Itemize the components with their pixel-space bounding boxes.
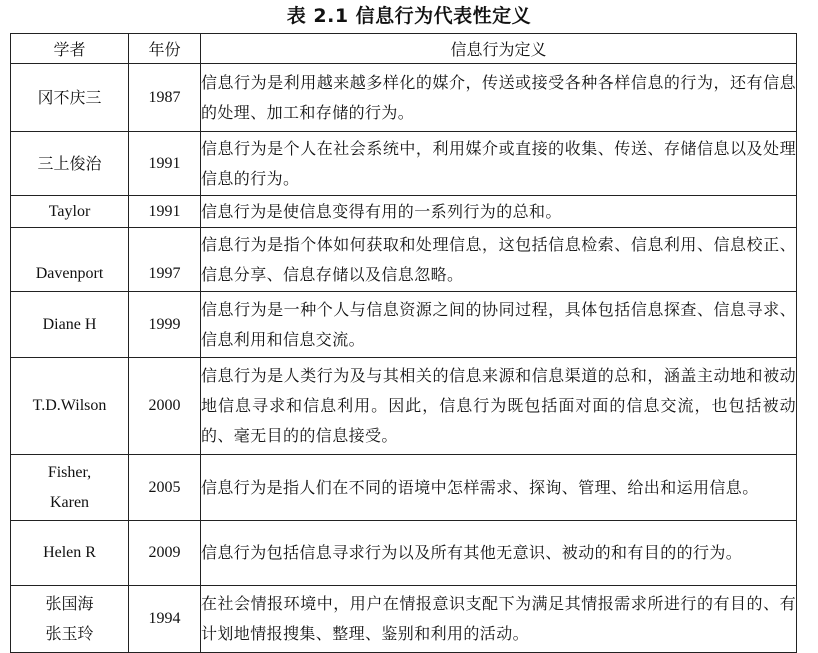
header-definition: 信息行为定义 — [201, 34, 797, 64]
table-row — [11, 586, 797, 653]
table-caption: 表 2.1 信息行为代表性定义 — [286, 5, 532, 27]
scholar-cell: Diane H — [11, 292, 129, 358]
definition-cell: 信息行为是使信息变得有用的一系列行为的总和。 — [201, 196, 797, 228]
year-cell: 1991 — [129, 196, 201, 228]
year-cell: 2009 — [129, 521, 201, 586]
scholar-name-line: 张国海 — [45, 594, 94, 613]
table-row — [11, 196, 797, 228]
table-row — [11, 358, 797, 455]
header-scholar: 学者 — [11, 34, 129, 64]
scholar-cell: 冈不庆三 — [11, 64, 129, 132]
year-cell: 1999 — [129, 292, 201, 358]
table-row — [11, 64, 797, 132]
scholar-name-line: Fisher, — [47, 463, 92, 481]
header-year: 年份 — [129, 34, 201, 64]
definition-cell: 在社会情报环境中，用户在情报意识支配下为满足其情报需求所进行的有目的、有计划地情报搜集、整理、鉴别和利用的活动。 — [201, 586, 797, 653]
table-row — [11, 455, 797, 521]
scholar-name-line: 张玉玲 — [45, 624, 94, 643]
scholar-cell — [11, 455, 129, 521]
scholar-cell: 三上俊治 — [11, 132, 129, 196]
table-row — [11, 292, 797, 358]
year-cell: 1997 — [129, 228, 201, 292]
definitions-table — [10, 33, 797, 653]
scholar-name-line: Karen — [49, 493, 90, 511]
definition-cell: 信息行为是人类行为及与其相关的信息来源和信息渠道的总和，涵盖主动地和被动地信息寻求和信息利用。因此，信息行为既包括面对面的信息交流，也包括被动的、毫无目的的信息接受。 — [201, 358, 797, 455]
definition-cell: 信息行为是个人在社会系统中，利用媒介或直接的收集、传送、存储信息以及处理信息的行为。 — [201, 132, 797, 196]
scholar-cell — [11, 586, 129, 653]
definition-cell: 信息行为包括信息寻求行为以及所有其他无意识、被动的和有目的的行为。 — [201, 521, 797, 586]
definition-cell: 信息行为是一种个人与信息资源之间的协同过程，具体包括信息探查、信息寻求、信息利用和信息交流。 — [201, 292, 797, 358]
table-row — [11, 132, 797, 196]
definition-cell: 信息行为是指个体如何获取和处理信息，这包括信息检索、信息利用、信息校正、信息分享、信息存储以及信息忽略。 — [201, 228, 797, 292]
table-row — [11, 521, 797, 586]
year-cell: 1994 — [129, 586, 201, 653]
table-row — [11, 228, 797, 292]
year-cell: 1991 — [129, 132, 201, 196]
definition-cell: 信息行为是指人们在不同的语境中怎样需求、探询、管理、给出和运用信息。 — [201, 455, 797, 521]
definition-cell: 信息行为是利用越来越多样化的媒介，传送或接受各种各样信息的行为，还有信息的处理、加工和存储的行为。 — [201, 64, 797, 132]
scholar-cell: T.D.Wilson — [11, 358, 129, 455]
year-cell: 1987 — [129, 64, 201, 132]
year-cell: 2000 — [129, 358, 201, 455]
table-header-row — [11, 34, 797, 64]
scholar-cell: Taylor — [11, 196, 129, 228]
scholar-cell: Helen R — [11, 521, 129, 586]
scholar-cell: Davenport — [11, 228, 129, 292]
year-cell: 2005 — [129, 455, 201, 521]
